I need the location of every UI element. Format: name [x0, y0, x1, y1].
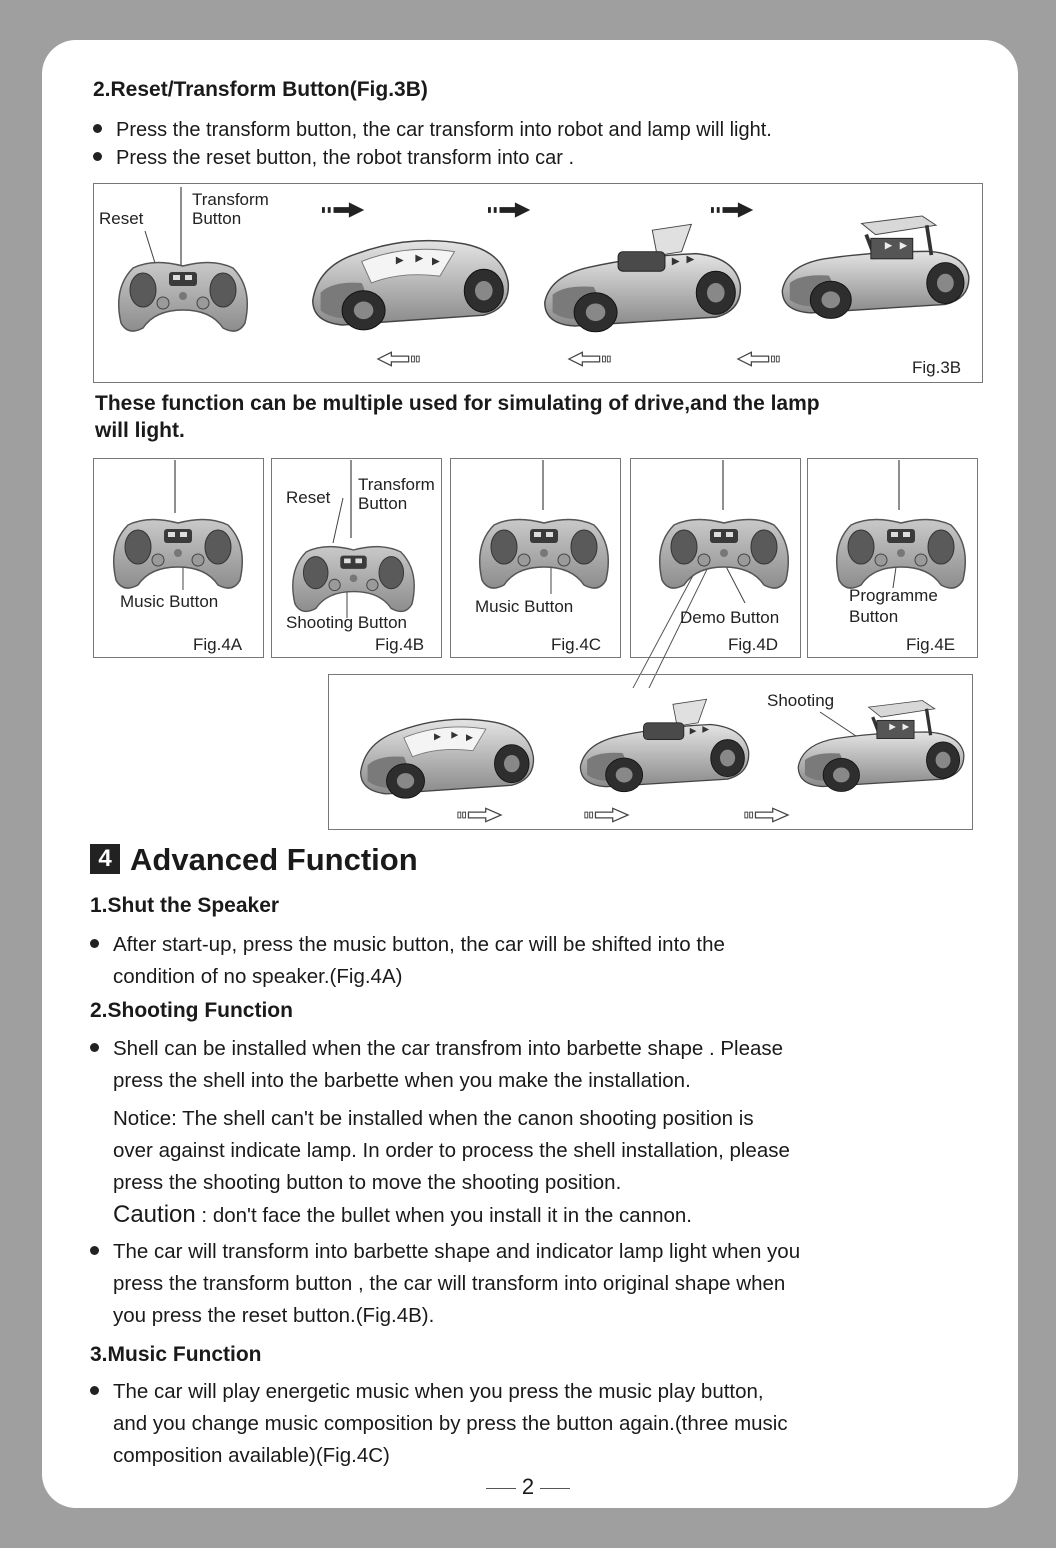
- fig-4e-button-label: Button: [849, 607, 899, 626]
- fig-3b-transforming-car-icon: [535, 222, 750, 340]
- fig-4e-remote-controller-icon: [831, 505, 971, 595]
- shut-speaker-heading: 1.Shut the Speaker: [90, 894, 280, 917]
- demo-shooting-label: Shooting: [767, 691, 835, 710]
- fig-4b-button-label: Button: [358, 494, 408, 513]
- fig-4d-remote-controller-icon: [654, 505, 794, 595]
- caution-line: Caution : don't face the bullet when you install it in the cannon.: [113, 1201, 692, 1228]
- section-4-title: 4 Advanced Function: [90, 842, 418, 878]
- arrow-right-icon: [322, 202, 370, 218]
- fig-4d-caption: Fig.4D: [728, 635, 779, 654]
- section-number-badge: 4: [90, 844, 120, 874]
- shooting-function-body: Shell can be installed when the car transfrom into barbette shape . Please press the shell into the barbette when you make the installation. Notice: The shell can't be installed when the canon shooting position is over against indicate lamp. In order to process the shell installation, please press the shooting button to move the shooting position. Caution : don't face the bullet when you install it in the cannon. The car will transform into barbette shape and indicator lamp light when you press the transform button , the car will transform into original shape when you press the reset button.(Fig.4B).: [90, 1033, 1010, 1332]
- fig-3b-remote-controller-icon: [113, 248, 253, 338]
- reset-transform-bullet-1: Press the transform button, the car transform into robot and lamp will light.: [93, 116, 772, 144]
- arrow-right-outline-icon: [455, 807, 503, 823]
- fig-4b-remote-controller-icon: [286, 533, 421, 618]
- arrow-right-icon: [711, 202, 759, 218]
- fig-4a-music-button-label: Music Button: [120, 592, 219, 611]
- arrow-left-outline-icon: [736, 351, 784, 367]
- shut-speaker-bullet: After start-up, press the music button, the car will be shifted into the condition of no speaker.(Fig.4A): [90, 929, 1000, 993]
- fig-4b-transform-label: Transform: [358, 475, 435, 494]
- fig-4e-programme-label: Programme: [849, 586, 938, 605]
- bullet-dot-icon: [90, 1246, 99, 1255]
- fig-3b-robot-car-icon: [773, 200, 978, 340]
- bullet-dot-icon: [93, 124, 102, 133]
- fig-4e-caption: Fig.4E: [906, 635, 956, 654]
- fig-3b-transform-label: Transform: [192, 190, 269, 209]
- arrow-right-outline-icon: [582, 807, 630, 823]
- fig-4c-remote-controller-icon: [474, 505, 614, 595]
- fig-4b-caption: Fig.4B: [375, 635, 425, 654]
- fig-4a-remote-controller-icon: [108, 505, 248, 595]
- fig-4a-caption: Fig.4A: [193, 635, 243, 654]
- page-number: 2: [478, 1474, 578, 1500]
- demo-car-icon: [352, 700, 542, 810]
- music-function-heading: 3.Music Function: [90, 1343, 262, 1366]
- fig-3b-caption: Fig.3B: [912, 358, 962, 377]
- arrow-left-outline-icon: [376, 351, 424, 367]
- fig-3b-car-icon: [303, 222, 518, 340]
- fig-4d-demo-button-label: Demo Button: [680, 608, 780, 627]
- arrow-right-outline-icon: [742, 807, 790, 823]
- bullet-dot-icon: [90, 939, 99, 948]
- demo-transforming-car-icon: [572, 692, 757, 804]
- fig-4c-music-button-label: Music Button: [475, 597, 574, 616]
- bullet-dot-icon: [90, 1043, 99, 1052]
- arrow-right-icon: [488, 202, 536, 218]
- multi-use-note: These function can be multiple used for simulating of drive,and the lamp will light.: [95, 392, 820, 442]
- bullet-dot-icon: [93, 152, 102, 161]
- fig-3b-button-label: Button: [192, 209, 242, 228]
- reset-transform-heading: 2.Reset/Transform Button(Fig.3B): [93, 78, 428, 101]
- fig-3b-reset-label: Reset: [99, 209, 144, 228]
- fig-4c-caption: Fig.4C: [551, 635, 602, 654]
- arrow-left-outline-icon: [567, 351, 615, 367]
- fig-4b-reset-label: Reset: [286, 488, 331, 507]
- fig-4b-shooting-button-label: Shooting Button: [286, 613, 407, 632]
- reset-transform-bullet-2: Press the reset button, the robot transform into car .: [93, 144, 574, 172]
- shooting-pointer-line: [818, 710, 858, 740]
- bullet-dot-icon: [90, 1386, 99, 1395]
- shooting-function-heading: 2.Shooting Function: [90, 999, 293, 1022]
- music-function-bullet: The car will play energetic music when you press the music play button, and you change music composition by press the button again.(three music composition available)(Fig.4C): [90, 1376, 1000, 1472]
